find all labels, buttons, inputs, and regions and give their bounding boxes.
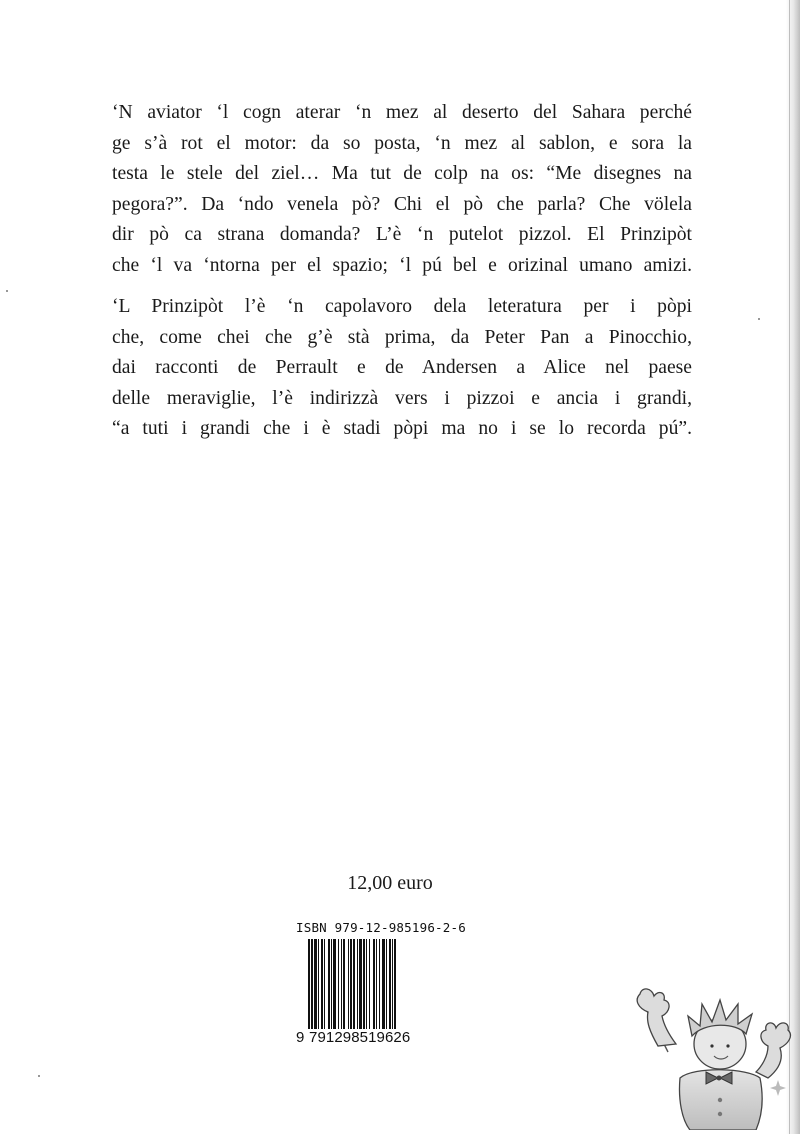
ean-first-digit: 9 <box>296 1029 305 1046</box>
barcode-bar <box>338 939 339 1031</box>
blurb-line: pegora?”. Da ‘ndo venela pò? Chi el pò che parla? Che völela <box>112 193 692 215</box>
blurb-line: dai racconti de Perrault e de Andersen a Alice nel paese <box>112 357 692 378</box>
barcode-bar <box>311 939 313 1031</box>
blurb-line: ‘L Prinzipòt l’è ‘n capolavoro dela leteratura per i pòpi <box>112 296 692 317</box>
barcode-bar <box>379 939 380 1031</box>
isbn-label: ISBN 979-12-985196-2-6 <box>296 920 466 935</box>
barcode-bar <box>357 939 358 1031</box>
barcode-bar <box>314 939 317 1031</box>
barcode-bar <box>366 939 367 1031</box>
barcode-bar <box>353 939 355 1043</box>
barcode-bar <box>386 939 387 1031</box>
blurb-line: che ‘l va ‘ntorna per el spazio; ‘l pú bel e orizinal umano amizi. <box>112 254 692 276</box>
blurb-paragraph-2 <box>112 292 692 445</box>
scan-speck <box>38 1075 40 1077</box>
barcode-bar <box>343 939 345 1031</box>
barcode-bar <box>318 939 319 1031</box>
barcode-bar <box>382 939 385 1031</box>
blurb-line: delle meraviglie, l’è indirizzà vers i pizzoi e ancia i grandi, <box>112 387 692 409</box>
blurb-line: ‘N aviator ‘l cogn aterar ‘n mez al deserto del Sahara perché <box>112 102 692 123</box>
blurb-paragraph-1 <box>112 98 692 281</box>
barcode-bar <box>328 939 330 1031</box>
barcode-bar <box>324 939 325 1031</box>
barcode-bar <box>359 939 362 1031</box>
barcode-bar <box>350 939 352 1031</box>
blurb-line: che, come chei che g’è stà prima, da Peter Pan a Pinocchio, <box>112 326 692 348</box>
scan-speck <box>6 290 8 292</box>
scan-speck <box>758 318 760 320</box>
barcode-bar <box>363 939 365 1031</box>
barcode-bar <box>308 939 310 1043</box>
barcode-bar <box>369 939 370 1031</box>
ean-digit-groups: 791298519626 <box>309 1029 411 1046</box>
blurb-line: “a tuti i grandi che i è stadi pòpi ma no i se lo recorda pú”. <box>112 418 692 439</box>
blurb-line: dir pò ca strana domanda? L’è ‘n putelot pizzol. El Prinzipòt <box>112 224 692 245</box>
barcode-bar <box>331 939 332 1031</box>
little-prince-icon <box>628 960 798 1130</box>
price: 12,00 euro <box>347 872 433 894</box>
barcode-bar <box>376 939 377 1031</box>
blurb-line: testa le stele del ziel… Ma tut de colp na os: “Me disegnes na <box>112 163 692 184</box>
barcode-bar <box>321 939 323 1031</box>
barcode-bar <box>348 939 349 1031</box>
barcode-bar <box>389 939 391 1031</box>
barcode-bar <box>394 939 396 1043</box>
barcode-bar <box>333 939 336 1031</box>
barcode-bar <box>373 939 375 1031</box>
barcode-bar <box>341 939 342 1031</box>
blurb-line: ge s’à rot el motor: da so posta, ‘n mez al sablon, e sora la <box>112 132 692 154</box>
barcode-bar <box>392 939 393 1031</box>
